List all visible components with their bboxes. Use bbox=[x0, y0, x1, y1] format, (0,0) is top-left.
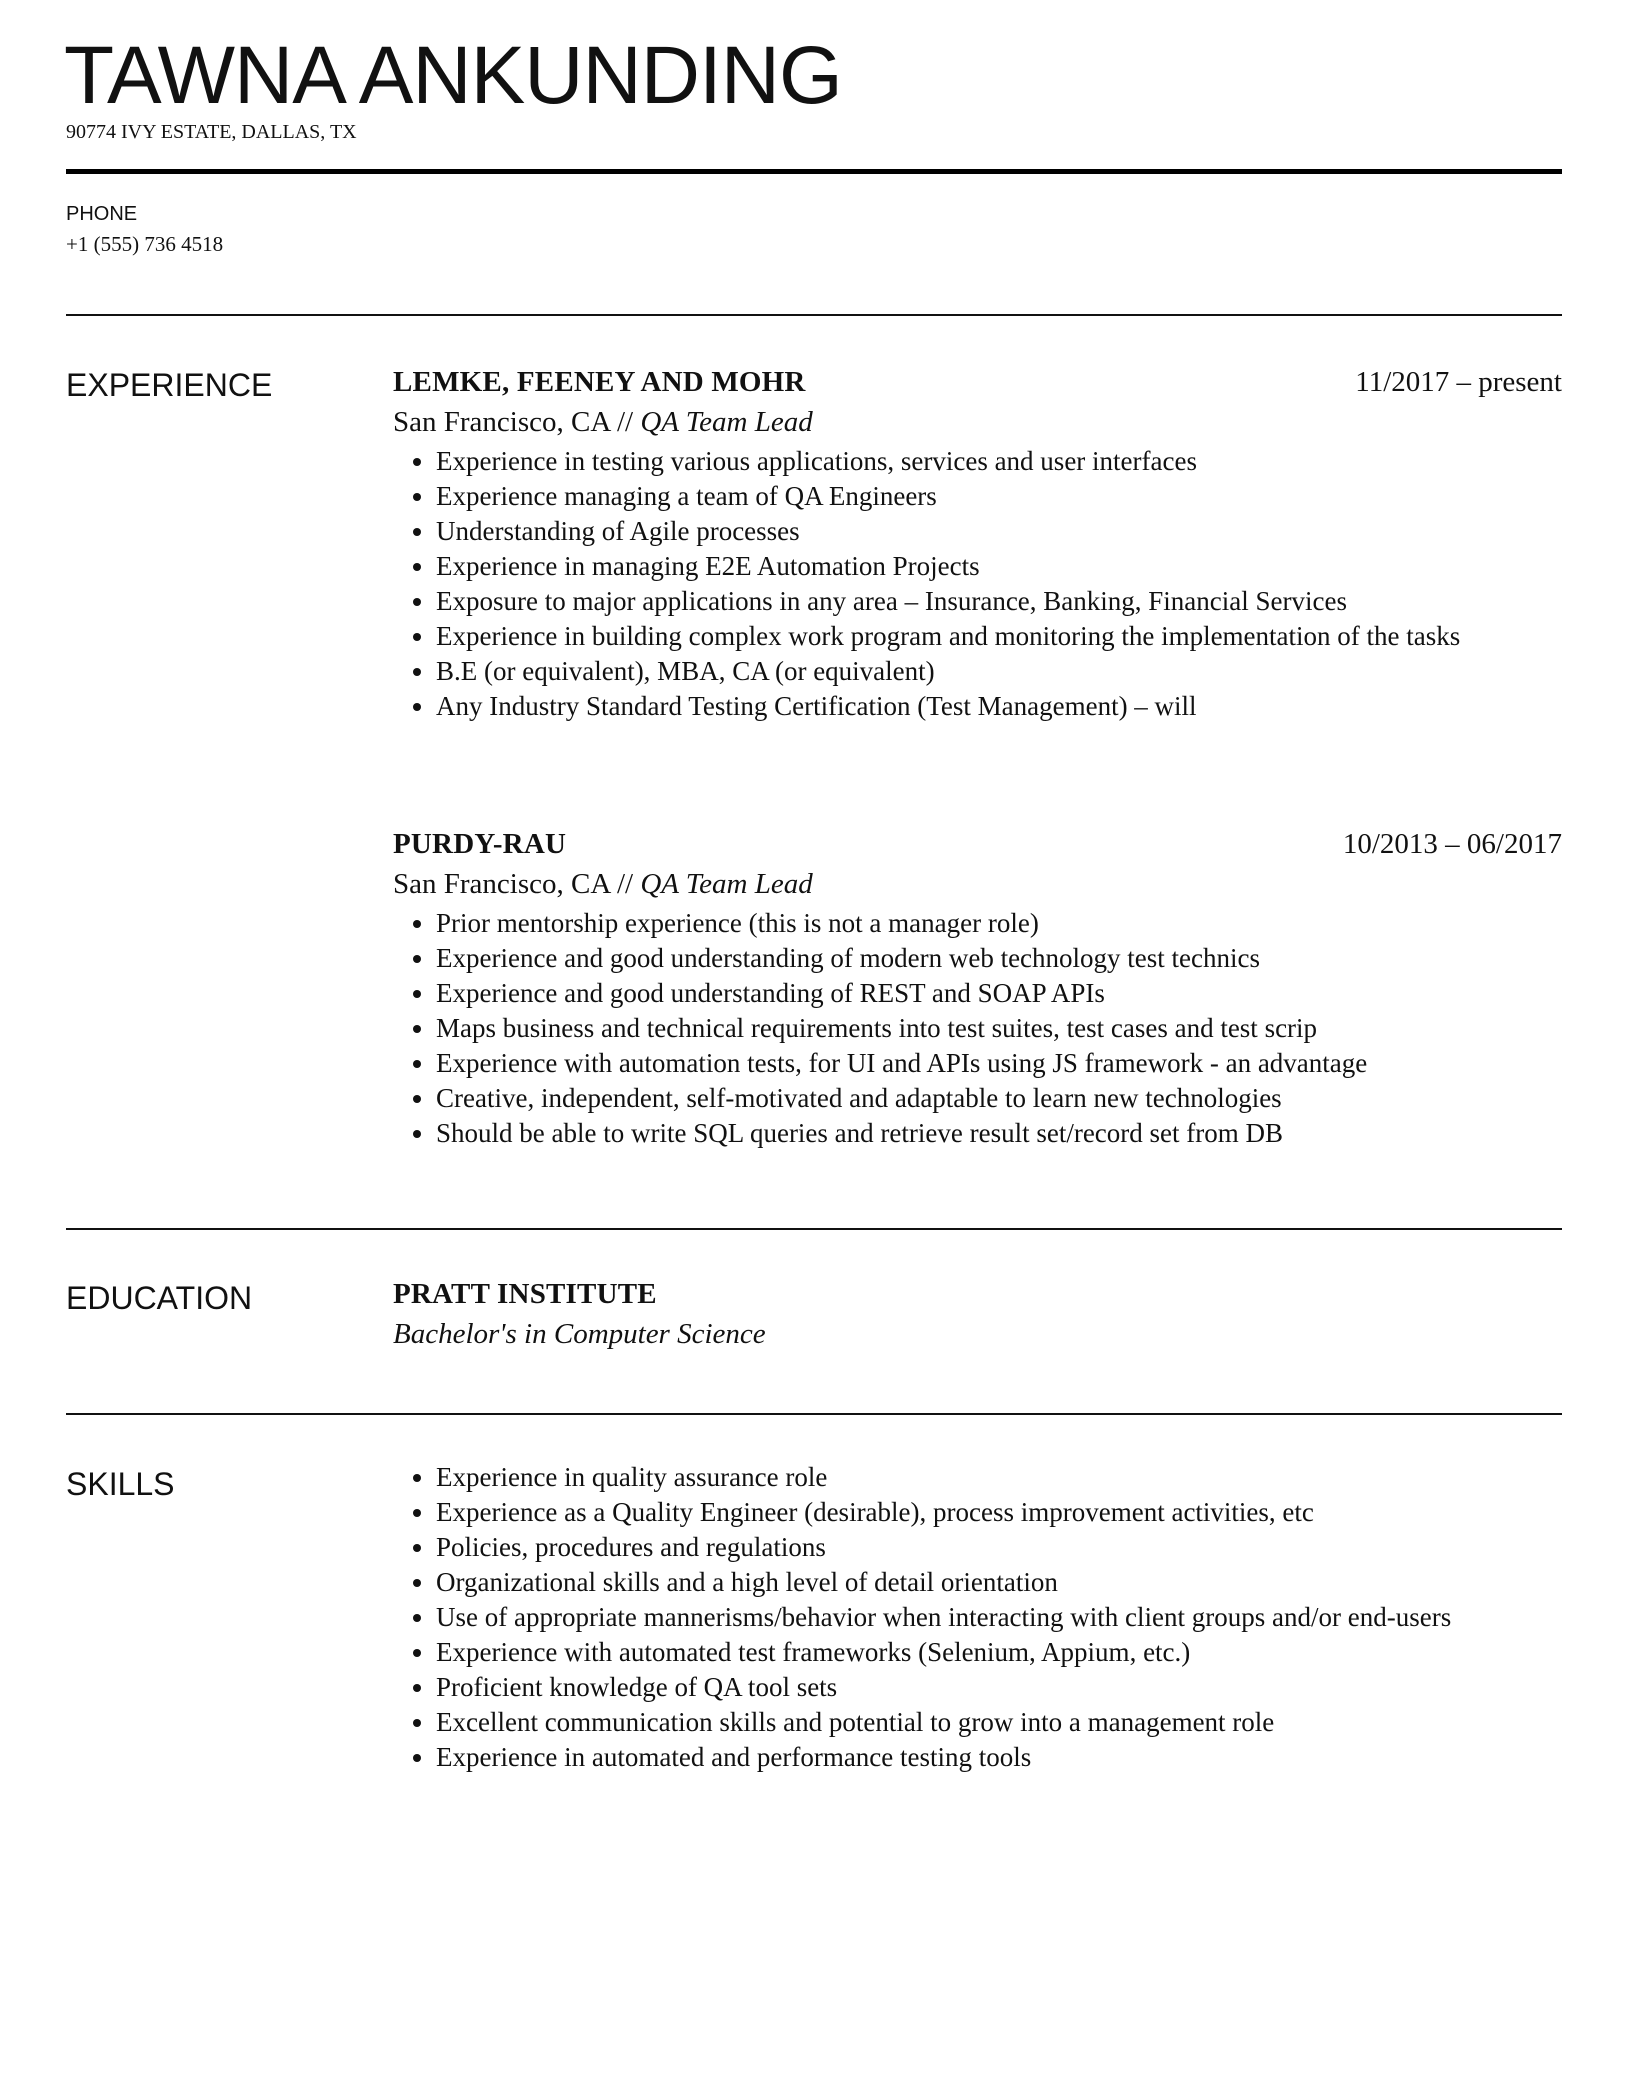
candidate-name: TAWNA ANKUNDING bbox=[64, 30, 842, 121]
list-item-text: Experience and good understanding of modern web technology test technics bbox=[436, 943, 1261, 973]
list-item bbox=[393, 941, 1556, 976]
bullet-icon bbox=[413, 990, 421, 998]
list-item-text: B.E (or equivalent), MBA, CA (or equivalent) bbox=[436, 656, 935, 686]
header-divider bbox=[66, 169, 1562, 174]
bullet-icon bbox=[413, 493, 421, 501]
bullet-icon bbox=[413, 920, 421, 928]
list-item-text: Excellent communication skills and potential to grow into a management role bbox=[436, 1707, 1275, 1737]
list-item bbox=[393, 1011, 1556, 1046]
experience-heading: EXPERIENCE bbox=[66, 367, 273, 403]
education-heading: EDUCATION bbox=[66, 1280, 253, 1316]
list-item bbox=[393, 1081, 1556, 1116]
bullet-icon bbox=[413, 1544, 421, 1552]
job-location: San Francisco, CA bbox=[393, 868, 610, 900]
skills-entry bbox=[393, 1460, 1562, 1775]
list-item-text: Any Industry Standard Testing Certification (Test Management) – will bbox=[436, 691, 1197, 721]
list-item-text: Exposure to major applications in any area – Insurance, Banking, Financial Services bbox=[436, 586, 1347, 616]
bullet-icon bbox=[413, 668, 421, 676]
job-location: San Francisco, CA bbox=[393, 406, 610, 438]
bullet-icon bbox=[413, 633, 421, 641]
list-item-text: Policies, procedures and regulations bbox=[436, 1532, 826, 1562]
list-item bbox=[393, 549, 1556, 584]
job-company: LEMKE, FEENEY AND MOHR bbox=[393, 366, 806, 398]
list-item-text: Organizational skills and a high level of detail orientation bbox=[436, 1567, 1058, 1597]
list-item bbox=[393, 1670, 1556, 1705]
bullet-icon bbox=[413, 1095, 421, 1103]
bullet-icon bbox=[413, 1754, 421, 1762]
job-dates: 11/2017 – present bbox=[1355, 366, 1562, 398]
bullet-icon bbox=[413, 1474, 421, 1482]
bullet-icon bbox=[413, 1509, 421, 1517]
list-item bbox=[393, 479, 1556, 514]
list-item bbox=[393, 1530, 1556, 1565]
job-role: QA Team Lead bbox=[640, 406, 813, 438]
bullet-icon bbox=[413, 1684, 421, 1692]
candidate-address: 90774 IVY ESTATE, DALLAS, TX bbox=[66, 121, 357, 143]
section-divider bbox=[66, 314, 1562, 316]
bullet-icon bbox=[413, 1025, 421, 1033]
phone-label: PHONE bbox=[66, 203, 138, 225]
phone-number: +1 (555) 736 4518 bbox=[66, 232, 224, 256]
bullet-icon bbox=[413, 703, 421, 711]
list-item bbox=[393, 1705, 1556, 1740]
skills-list bbox=[393, 1460, 1562, 1775]
job-entry bbox=[393, 824, 1562, 1151]
job-separator: // bbox=[609, 406, 641, 438]
bullet-icon bbox=[413, 563, 421, 571]
bullet-icon bbox=[413, 1579, 421, 1587]
job-duties-list bbox=[393, 444, 1562, 724]
list-item-text: Experience with automation tests, for UI and APIs using JS framework - an advantage bbox=[436, 1048, 1368, 1078]
list-item-text: Experience and good understanding of REST and SOAP APIs bbox=[436, 978, 1105, 1008]
list-item bbox=[393, 1046, 1556, 1081]
list-item bbox=[393, 619, 1556, 654]
bullet-icon bbox=[413, 955, 421, 963]
list-item-text: Understanding of Agile processes bbox=[436, 516, 800, 546]
list-item-text: Experience in quality assurance role bbox=[436, 1462, 828, 1492]
bullet-icon bbox=[413, 1130, 421, 1138]
list-item-text: Proficient knowledge of QA tool sets bbox=[436, 1672, 838, 1702]
job-location-role bbox=[393, 402, 1562, 442]
job-entry bbox=[393, 362, 1562, 724]
job-dates: 10/2013 – 06/2017 bbox=[1342, 828, 1562, 860]
section-divider bbox=[66, 1228, 1562, 1230]
job-header bbox=[393, 362, 1562, 402]
list-item-text: Experience in building complex work program and monitoring the implementation of the tasks bbox=[436, 621, 1461, 651]
list-item-text: Should be able to write SQL queries and retrieve result set/record set from DB bbox=[436, 1118, 1284, 1148]
job-duties-list bbox=[393, 906, 1562, 1151]
section-divider bbox=[66, 1413, 1562, 1415]
school-name: PRATT INSTITUTE bbox=[393, 1278, 657, 1310]
list-item bbox=[393, 1635, 1556, 1670]
job-header bbox=[393, 824, 1562, 864]
list-item-text: Creative, independent, self-motivated and adaptable to learn new technologies bbox=[436, 1083, 1282, 1113]
job-separator: // bbox=[609, 868, 641, 900]
list-item bbox=[393, 689, 1556, 724]
list-item-text: Experience with automated test frameworks (Selenium, Appium, etc.) bbox=[436, 1637, 1191, 1667]
list-item bbox=[393, 1565, 1556, 1600]
list-item-text: Experience in managing E2E Automation Projects bbox=[436, 551, 980, 581]
list-item-text: Experience in automated and performance testing tools bbox=[436, 1742, 1032, 1772]
education-entry bbox=[393, 1274, 1562, 1354]
list-item bbox=[393, 444, 1556, 479]
list-item bbox=[393, 1460, 1556, 1495]
bullet-icon bbox=[413, 458, 421, 466]
list-item bbox=[393, 1600, 1556, 1635]
list-item-text: Experience in testing various applications, services and user interfaces bbox=[436, 446, 1197, 476]
list-item-text: Experience managing a team of QA Engineers bbox=[436, 481, 937, 511]
list-item bbox=[393, 906, 1556, 941]
bullet-icon bbox=[413, 528, 421, 536]
degree: Bachelor's in Computer Science bbox=[393, 1318, 766, 1350]
list-item-text: Maps business and technical requirements into test suites, test cases and test scrip bbox=[436, 1013, 1318, 1043]
bullet-icon bbox=[413, 1719, 421, 1727]
list-item-text: Prior mentorship experience (this is not a manager role) bbox=[436, 908, 1039, 938]
job-role: QA Team Lead bbox=[640, 868, 813, 900]
bullet-icon bbox=[413, 1060, 421, 1068]
bullet-icon bbox=[413, 1649, 421, 1657]
list-item bbox=[393, 976, 1556, 1011]
job-location-role bbox=[393, 864, 1562, 904]
list-item bbox=[393, 584, 1556, 619]
skills-heading: SKILLS bbox=[66, 1466, 175, 1502]
list-item bbox=[393, 1495, 1556, 1530]
bullet-icon bbox=[413, 1614, 421, 1622]
list-item-text: Experience as a Quality Engineer (desirable), process improvement activities, etc bbox=[436, 1497, 1314, 1527]
list-item-text: Use of appropriate mannerisms/behavior when interacting with client groups and/or end-users bbox=[436, 1602, 1452, 1632]
list-item bbox=[393, 514, 1556, 549]
education-header bbox=[393, 1274, 1562, 1314]
bullet-icon bbox=[413, 598, 421, 606]
job-company: PURDY-RAU bbox=[393, 828, 567, 860]
list-item bbox=[393, 654, 1556, 689]
list-item bbox=[393, 1740, 1556, 1775]
list-item bbox=[393, 1116, 1556, 1151]
